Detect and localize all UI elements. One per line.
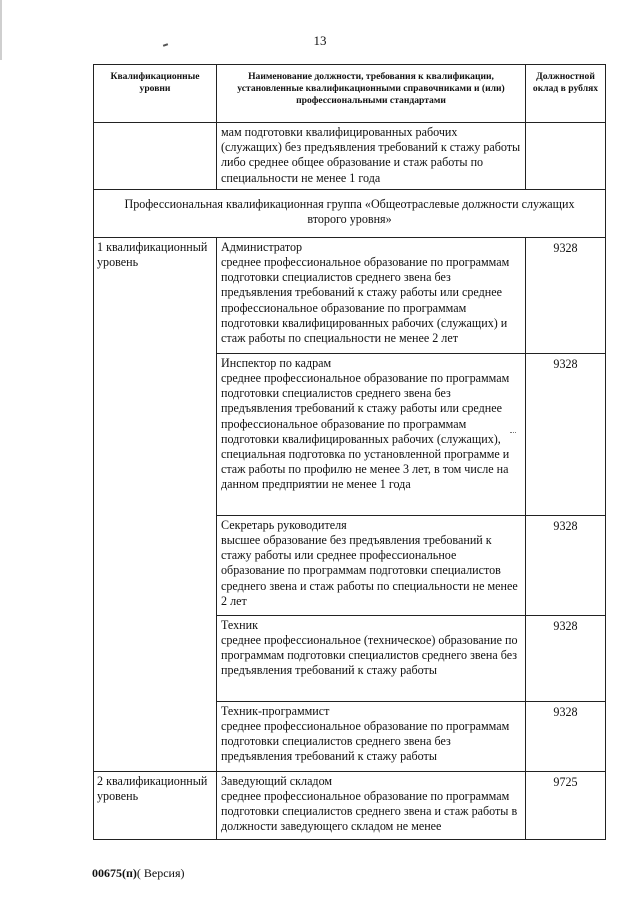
continuation-text: мам подготовки квалифицированных рабочих (служащих) без предъявления требований к стажу работы либо среднее общее образование и стаж работы по специальности не менее 1 года xyxy=(217,123,526,190)
position-requirements: среднее профессиональное образование по программам подготовки специалистов среднего звена без предъявления требований к стажу работы или среднее профессиональное образование по программам подготовки квалифицированных рабочих (служащих) и стаж работы по специальности не менее 2 лет xyxy=(221,255,510,346)
salary-value: 9328 xyxy=(526,615,606,701)
position-title: Техник xyxy=(221,617,259,632)
position-cell xyxy=(217,515,526,615)
document-footer xyxy=(92,866,185,881)
document-version: ( Версия) xyxy=(136,866,185,880)
position-title: Администратор xyxy=(221,239,303,254)
header-salary: Должностной оклад в рублях xyxy=(526,65,606,123)
position-title: Техник-программист xyxy=(221,703,330,718)
table-row xyxy=(94,123,606,190)
empty-level-cell xyxy=(94,123,217,190)
position-requirements: среднее профессиональное образование по программам подготовки специалистов среднего звена без предъявления требований к стажу работы или среднее профессиональное образование по программам подготовки квалифицированных рабочих (служащих), специальная подготовка по установленной программе и стаж работы по профилю не менее 3 лет, в том числе на данном предприятии не менее 1 года xyxy=(221,371,510,492)
position-cell xyxy=(217,771,526,839)
position-cell xyxy=(217,237,526,353)
level-1-label: 1 квалификационный уровень xyxy=(94,237,217,771)
position-requirements: среднее профессиональное (техническое) образование по программам подготовки специалистов среднего звена без предъявления требований к стажу работы xyxy=(221,633,518,678)
group-title: Профессиональная квалификационная группа «Общеотраслевые должности служащих второго уровня» xyxy=(94,189,606,237)
page-number: 13 xyxy=(313,33,327,48)
position-requirements: среднее профессиональное образование по программам подготовки специалистов среднего звена и стаж работы в должности заведующего складом не менее xyxy=(221,789,518,834)
position-title: Секретарь руководителя xyxy=(221,517,347,532)
group-row xyxy=(94,189,606,237)
scan-margin-mark xyxy=(0,0,2,60)
salary-value: 9328 xyxy=(526,353,606,515)
position-requirements: среднее профессиональное образование по программам подготовки специалистов среднего звена без предъявления требований к стажу работы xyxy=(221,719,510,764)
qualification-table xyxy=(93,64,606,840)
position-title: Заведующий складом xyxy=(221,773,333,788)
table-row xyxy=(94,237,606,353)
salary-value: 9328 xyxy=(526,515,606,615)
salary-value: 9328 xyxy=(526,237,606,353)
table-row xyxy=(94,771,606,839)
table-header-row xyxy=(94,65,606,123)
header-position-requirements: Наименование должности, требования к квалификации, установленные квалификационными справочниками и (или) профессиональными стандартами xyxy=(217,65,526,123)
position-requirements: высшее образование без предъявления требований к стажу работы или среднее профессиональное образование по программам подготовки специалистов среднего звена и стаж работы по специальности не менее 2 лет xyxy=(221,533,518,608)
header-qualification-levels: Квалификационные уровни xyxy=(94,65,217,123)
position-title: Инспектор по кадрам xyxy=(221,355,332,370)
level-2-label: 2 квалификационный уровень xyxy=(94,771,217,839)
position-cell xyxy=(217,353,526,515)
position-cell xyxy=(217,701,526,771)
document-code: 00675(п) xyxy=(92,866,137,880)
position-cell xyxy=(217,615,526,701)
empty-salary-cell xyxy=(526,123,606,190)
salary-value: 9328 xyxy=(526,701,606,771)
salary-value: 9725 xyxy=(526,771,606,839)
